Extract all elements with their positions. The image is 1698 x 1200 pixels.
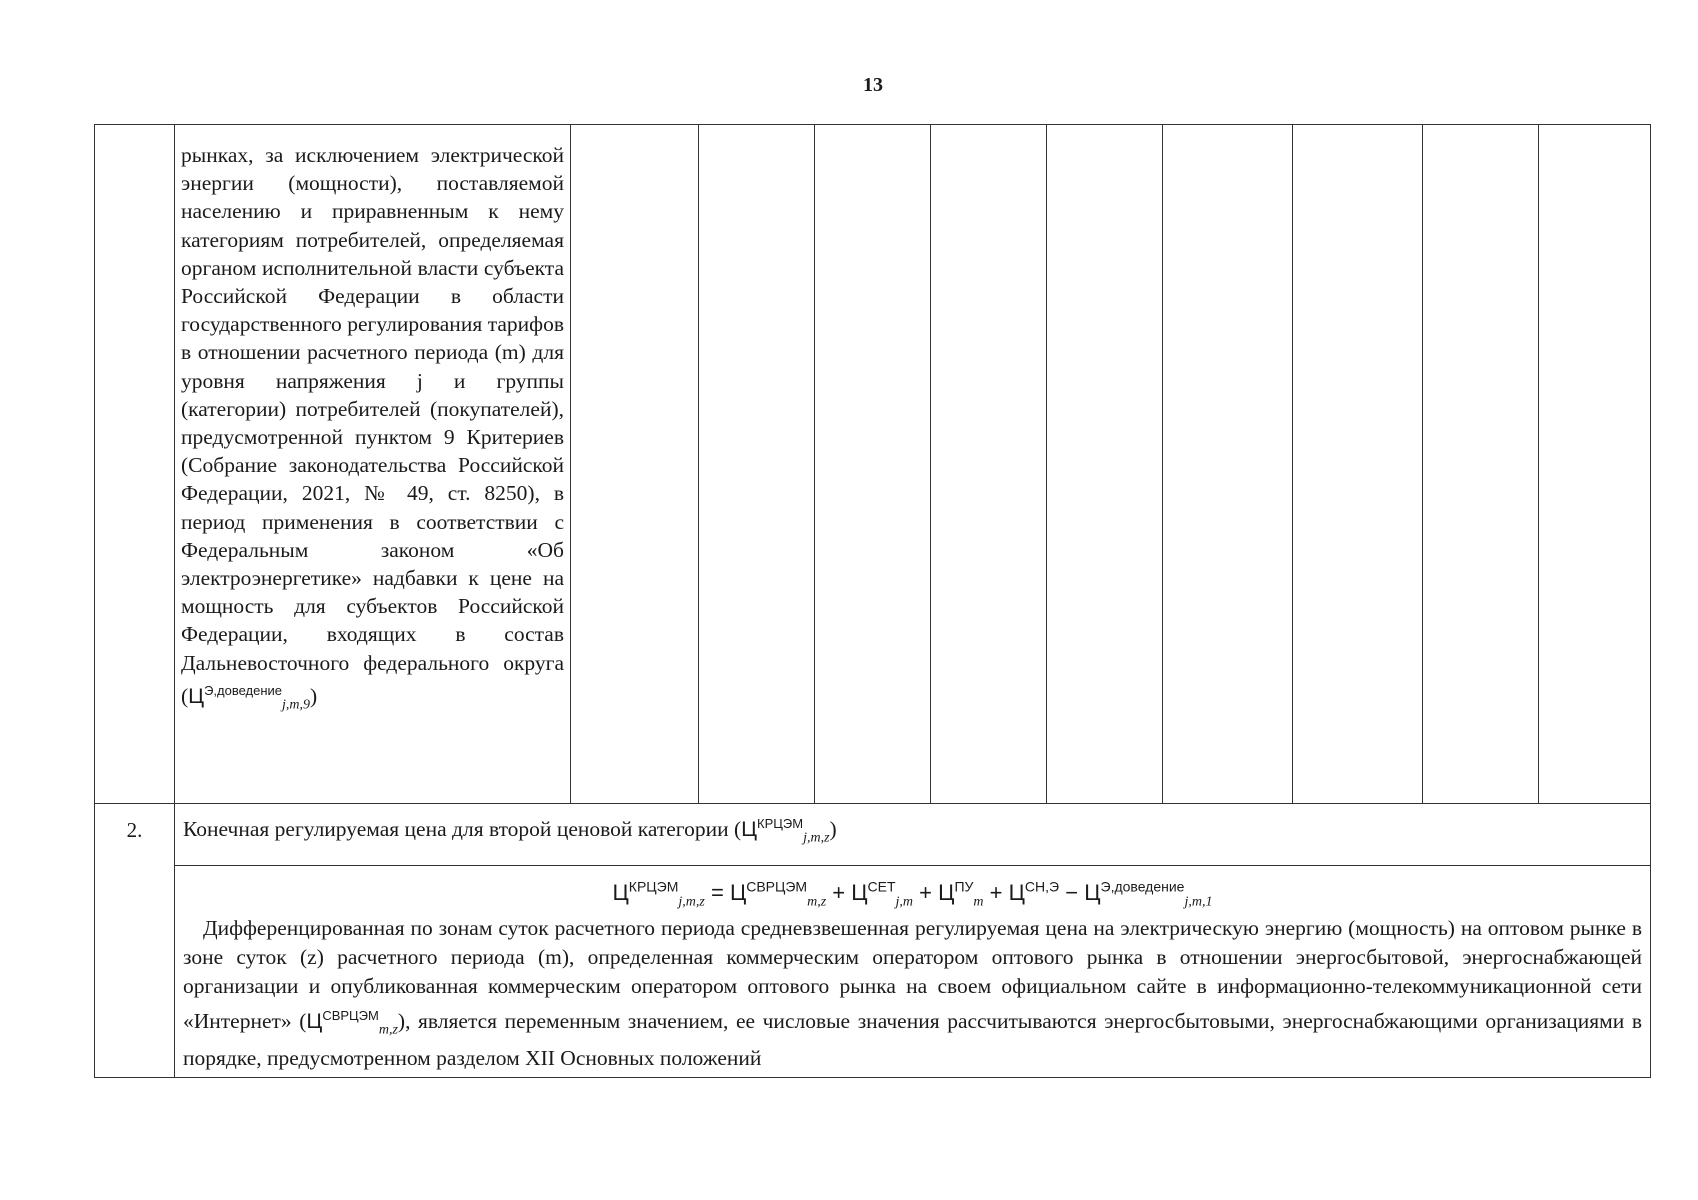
definition-paragraph: Дифференцированная по зонам суток расчетного периода средневзвешенная регулируемая цена на электрическую энергию (мощность) на оптовом рынке в зоне суток (z) расчетного периода (m), определенная коммерческим оператором оптового рынка в отношении энергосбытовой, энергоснабжающей организации и опубликованная коммерческим оператором оптового рынка на своем официальном сайте в информационно-телекоммуникационной сети «Интернет» $(Ц^{СВРЦЭМ}_{m,z})$, является переменным значением, ее числовые значения рассчитываются энергосбытовыми, энергоснабжающими организациями в порядке, предусмотренном разделом XII Основных положений xyxy=(183,916,1642,1071)
table-cell xyxy=(1293,125,1423,804)
formula-term: $Ц^{СВРЦЭМ}_{m,z}$ xyxy=(729,878,827,910)
table-row xyxy=(95,866,1651,1078)
formula-term: $Ц^{СЕТ}_{j,m}$ xyxy=(851,878,914,910)
row-description-cell: рынках, за исключением электрической энергии (мощности), поставляемой населению и приравненным к нему категориям потребителей, определяемая органом исполнительной власти субъекта Российской Федерации в области государственного регулирования тарифов в отношении расчетного периода (m) для уровня напряжения j и группы (категории) потребителей (покупателей), предусмотренной пунктом 9 Критериев (Собрание законодательства Российской Федерации, 2021, № 49, ст. 8250), в период применения в соответствии с Федеральным законом «Об электроэнергетике» надбавки к цене на мощность для субъектов Российской Федерации, входящих в состав Дальневосточного федерального округа $(Ц^{Э,доведение}_{j,m,9})$ xyxy=(175,125,571,804)
price-symbol: $Ц^{СВРЦЭМ}_{m,z}$ xyxy=(306,1008,398,1038)
price-symbol: $Ц^{Э,доведение}_{j,m,9}$ xyxy=(188,682,311,713)
formula-operator: + xyxy=(832,880,846,905)
table-cell xyxy=(1539,125,1651,804)
table-row xyxy=(95,125,1651,804)
table-row xyxy=(95,804,1651,866)
table-cell xyxy=(571,125,699,804)
row-header-cell: Конечная регулируемая цена для второй ценовой категории $(Ц^{КРЦЭМ}_{j,m,z})$ xyxy=(175,804,1651,866)
price-symbol: $Ц^{КРЦЭМ}_{j,m,z}$ xyxy=(741,816,830,846)
row-number: 2. xyxy=(126,818,143,842)
page-number: 13 xyxy=(863,74,883,96)
formula-term: $Ц^{СН,Э}$ xyxy=(1008,878,1060,905)
formula-term: $Ц^{КРЦЭМ}_{j,m,z}$ xyxy=(612,878,705,910)
table-cell xyxy=(931,125,1047,804)
formula-term: $Ц^{Э,доведение}_{j,m,1}$ xyxy=(1084,878,1213,910)
row-number xyxy=(95,125,174,139)
formula-operator: = xyxy=(710,880,724,905)
formula-operator: − xyxy=(1065,880,1079,905)
table-cell xyxy=(1047,125,1163,804)
table-cell xyxy=(1423,125,1539,804)
formula-term: $Ц^{ПУ}_m$ xyxy=(938,878,984,910)
row-description: рынках, за исключением электрической энергии (мощности), поставляемой населению и приравненным к нему категориям потребителей, определяемая органом исполнительной власти субъекта Российской Федерации в области государственного регулирования тарифов в отношении расчетного периода (m) для уровня напряжения j и группы (категории) потребителей (покупателей), предусмотренной пунктом 9 Критериев (Собрание законодательства Российской Федерации, 2021, № 49, ст. 8250), в период применения в соответствии с Федеральным законом «Об электроэнергетике» надбавки к цене на мощность для субъектов Российской Федерации, входящих в состав Дальневосточного федерального округа ( xyxy=(181,143,564,709)
table-cell xyxy=(699,125,815,804)
formula-operator: + xyxy=(919,880,933,905)
formula xyxy=(183,876,1642,910)
row-number-cell xyxy=(95,125,175,804)
table-cell xyxy=(1163,125,1293,804)
row-header-text: Конечная регулируемая цена для второй ценовой категории ( xyxy=(183,817,742,842)
tariff-table xyxy=(94,124,1651,1078)
row-number-cell xyxy=(95,804,175,1078)
formula-operator: + xyxy=(989,880,1003,905)
formula-cell xyxy=(175,866,1651,1078)
table-cell xyxy=(815,125,931,804)
